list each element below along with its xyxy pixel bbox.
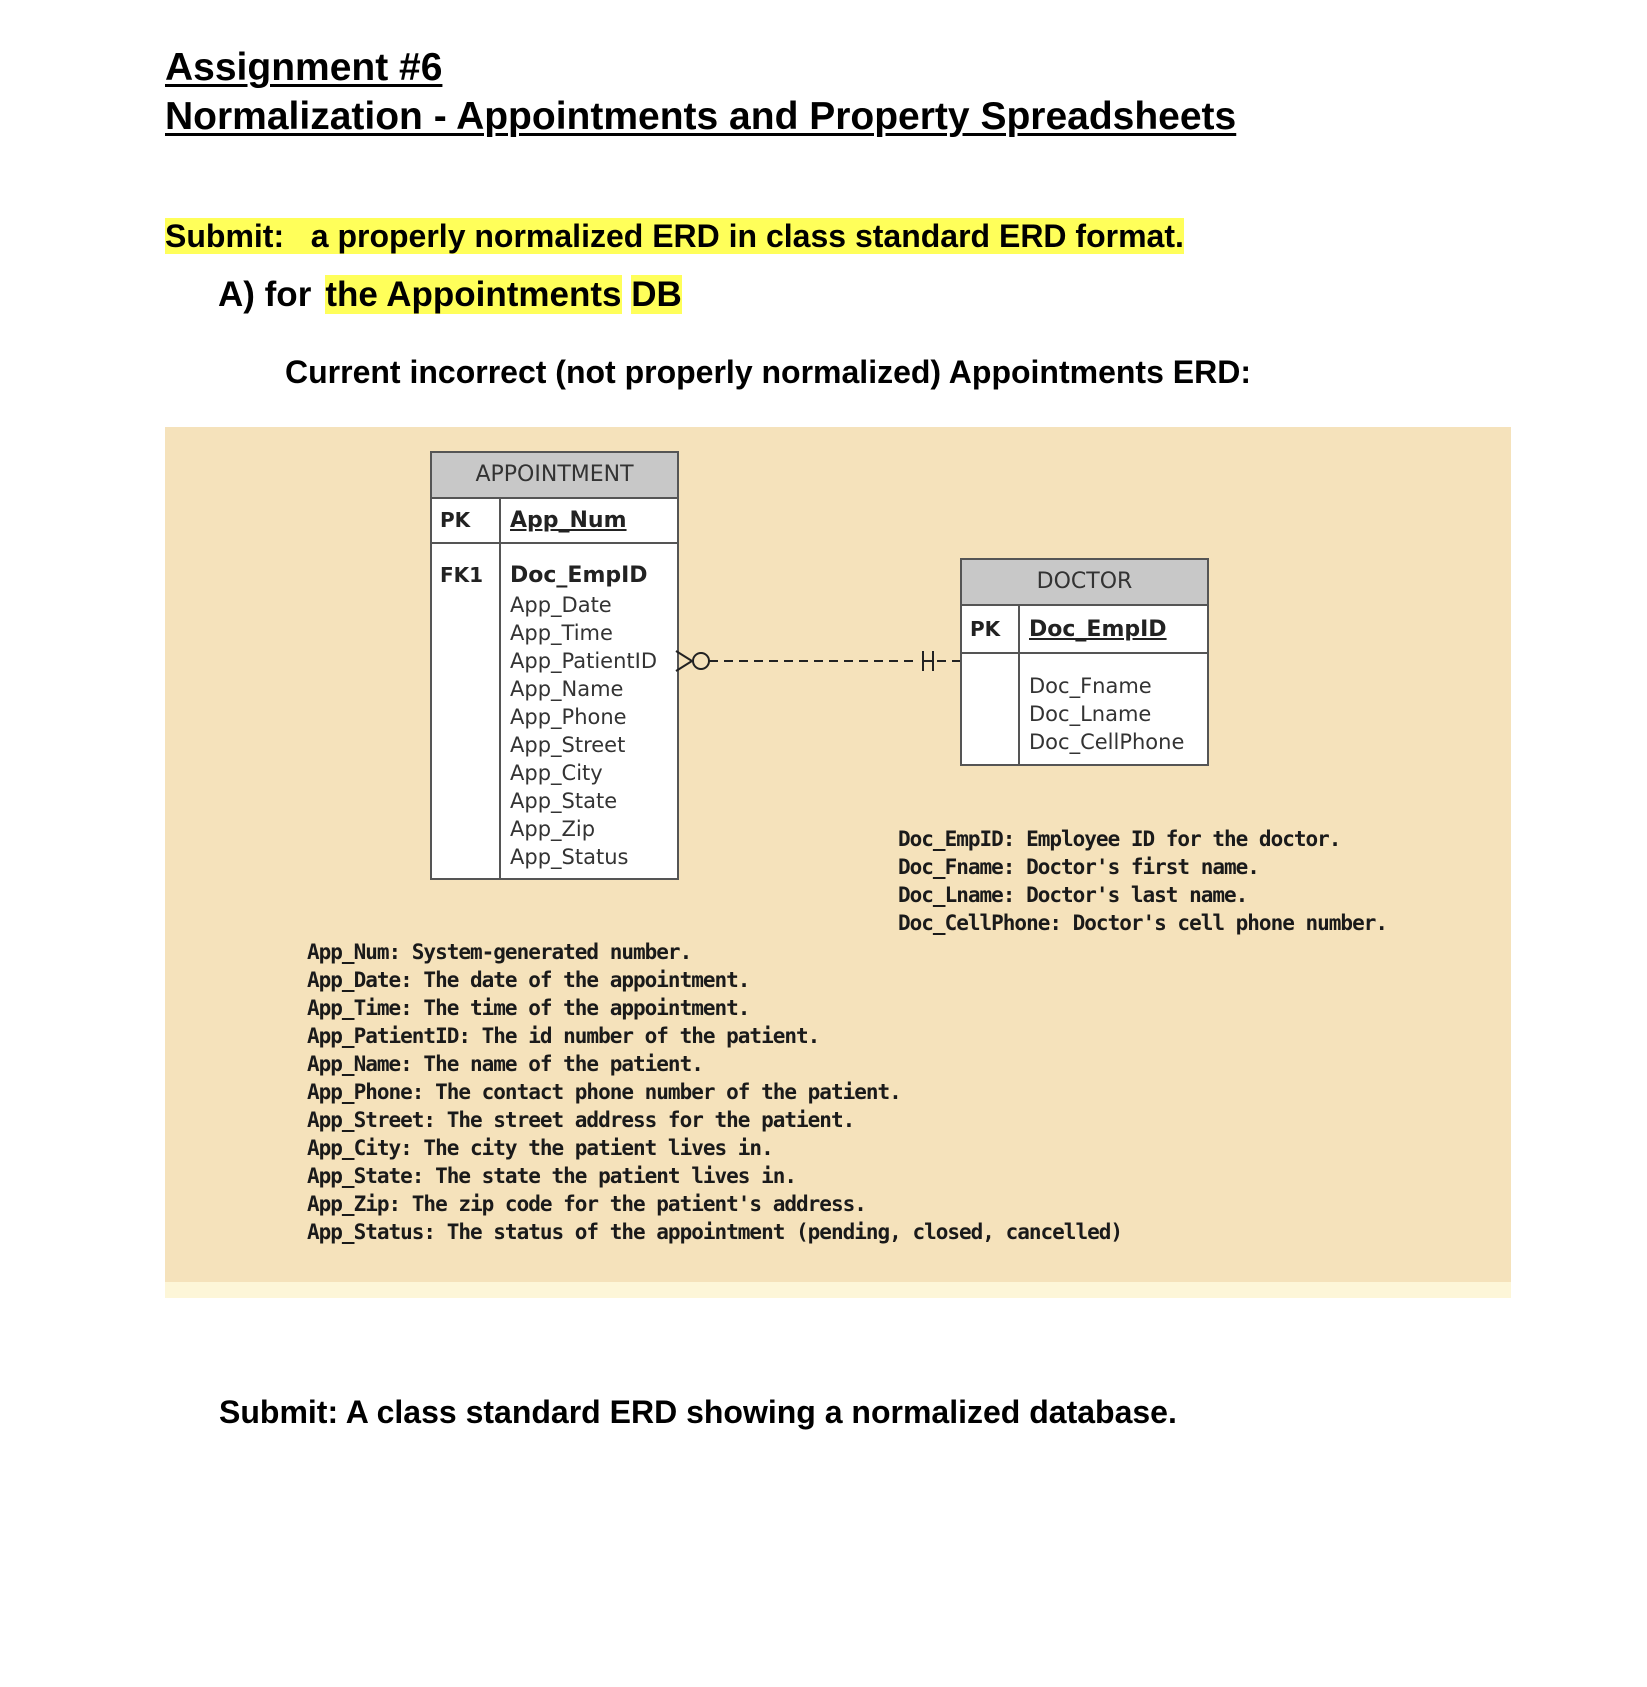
section-a-highlight-2: DB (631, 275, 682, 314)
appointment-note: App_Time: The time of the appointment. (307, 996, 750, 1020)
title-line-2: Normalization - Appointments and Property Spreadsheets (165, 95, 1237, 138)
doctor-attribute: Doc_Fname (1029, 674, 1152, 698)
appointment-note: App_State: The state the patient lives in. (307, 1164, 797, 1188)
doctor-note: Doc_EmpID: Employee ID for the doctor. (898, 827, 1341, 851)
appointment-note: App_Zip: The zip code for the patient's address. (307, 1192, 866, 1216)
submit-text: a properly normalized ERD in class standard ERD format. (310, 218, 1184, 254)
appointment-note: App_Status: The status of the appointment (pending, closed, cancelled) (307, 1220, 1123, 1244)
appointment-pk-attr: App_Num (510, 508, 627, 533)
doctor-attribute-notes (898, 825, 1387, 937)
appointment-note: App_Num: System-generated number. (307, 940, 692, 964)
submit-label: Submit: (165, 218, 285, 254)
appointment-attribute: App_PatientID (510, 649, 658, 673)
appointment-pk-label: PK (440, 508, 471, 532)
appointment-note: App_Date: The date of the appointment. (307, 968, 750, 992)
doctor-attribute: Doc_CellPhone (1029, 730, 1185, 754)
appointment-attribute: App_Status (510, 845, 629, 869)
appointment-note: App_Phone: The contact phone number of the patient. (307, 1080, 901, 1104)
doctor-entity-header: DOCTOR (962, 560, 1207, 606)
appointment-attribute: App_Street (510, 733, 626, 757)
optional-circle (693, 653, 709, 669)
appointment-note: App_City: The city the patient lives in. (307, 1136, 773, 1160)
appointment-note: App_Street: The street address for the patient. (307, 1108, 855, 1132)
appointment-attribute: App_Zip (510, 817, 596, 841)
doctor-note: Doc_Lname: Doctor's last name. (898, 883, 1248, 907)
appointment-attribute: App_Date (510, 593, 612, 617)
appointment-attribute: App_Name (510, 677, 624, 701)
crows-foot-lower (676, 661, 692, 671)
appointment-attribute: App_State (510, 789, 618, 813)
appointment-note: App_Name: The name of the patient. (307, 1052, 703, 1076)
section-a-prefix: A) for (218, 275, 312, 314)
doctor-attribute: Doc_Lname (1029, 702, 1152, 726)
appointment-fk-attr: Doc_EmpID (510, 563, 648, 588)
erd-subheading: Current incorrect (not properly normalized) Appointments ERD: (285, 354, 1251, 390)
doctor-note: Doc_CellPhone: Doctor's cell phone number. (898, 911, 1388, 935)
appointment-attribute: App_Time (510, 621, 613, 645)
crows-foot-upper (676, 651, 692, 661)
appointment-fk-label: FK1 (440, 563, 484, 587)
appointment-attribute: App_City (510, 761, 603, 785)
doctor-note: Doc_Fname: Doctor's first name. (898, 855, 1259, 879)
submit-instruction-bottom: Submit: A class standard ERD showing a normalized database. (219, 1394, 1177, 1430)
doctor-pk-attr: Doc_EmpID (1029, 617, 1167, 642)
appointment-entity-header: APPOINTMENT (432, 453, 677, 499)
appointment-note: App_PatientID: The id number of the patient. (307, 1024, 820, 1048)
section-a-highlight-1: the Appointments (325, 275, 622, 314)
title-line-1: Assignment #6 (165, 46, 443, 89)
appointment-attribute-notes (307, 938, 1122, 1246)
doctor-pk-label: PK (970, 617, 1001, 641)
appointment-attribute: App_Phone (510, 705, 627, 729)
